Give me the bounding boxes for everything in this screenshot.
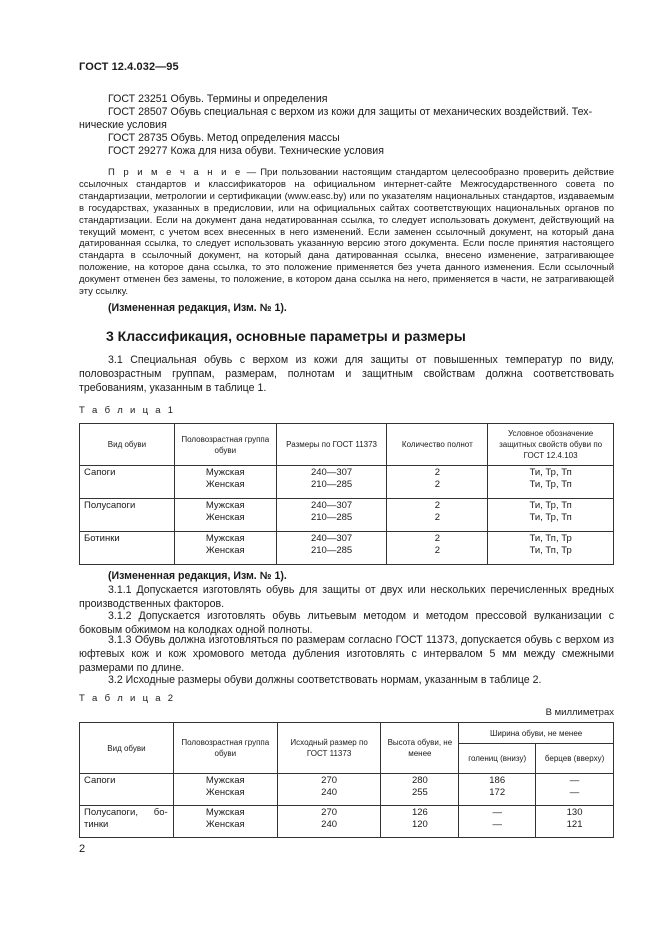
table-cell: 270 240 — [277, 806, 381, 838]
table2-header-cell: голениц (внизу) — [459, 744, 536, 774]
ref-line: нические условия — [79, 119, 167, 131]
table-cell: Мужская Женская — [173, 774, 277, 806]
note-text: — При пользовании настоящим стандартом целесообразно проверить действие ссылочных стандартов и классификаторов на официальном интернет-сайте Межгосударственного совета по стандартизации, метрологии и сертификации (www.easc.by) или по указателям национальных стандартов, издаваемым в государствах, указанных в предисловии, или на официальных сайтах соответствующих национальных органов по стандартизации. Если на документ дана недатированная ссылка, то следует использовать документ, действующий на текущий момент, с учетом всех внесенных в него изменений. Если заменен ссылочный документ, на который дана датированная ссылка, то следует использовать указанную версию этого документа. Если после принятия настоящего стандарта в ссылочный документ, на который дана датированная ссылка, внесено изменение, затрагивающее положение, на которое дана ссылка, то это положение применяется без учета данного изменения. Если ссылочный документ отменен без замены, то положение, в котором дана ссылка на него, применяется в части, не затрагивающей эту ссылку. — [79, 167, 614, 298]
table1-header-cell: Вид обуви — [80, 424, 175, 466]
paragraph-3-1-1: 3.1.1 Допускается изготовлять обувь для защиты от двух или нескольких перечисленных вредных производственных факторов. — [79, 584, 614, 610]
table1-header-cell: Условное обозначение защитных свойств обуви по ГОСТ 12.4.103 — [488, 424, 614, 466]
table-cell: — — — [459, 806, 536, 838]
table2-header-cell: берцев (вверху) — [536, 744, 614, 774]
ref-line: ГОСТ 29277 Кожа для низа обуви. Технические условия — [108, 145, 384, 157]
table-cell: Полусапоги — [80, 499, 175, 532]
table-cell: 240—307 210—285 — [276, 499, 387, 532]
table-row — [80, 532, 614, 565]
table-cell: Ботинки — [80, 532, 175, 565]
table-cell: Сапоги — [80, 774, 174, 806]
table-cell: 240—307 210—285 — [276, 532, 387, 565]
paragraph-3-1: 3.1 Специальная обувь с верхом из кожи для защиты от повышенных температур по виду, половозрастным группам, размерам, полнотам и защитным свойствам должна соответствовать требованиям, указанным в таблице 1. — [79, 354, 614, 394]
table-cell: Сапоги — [80, 466, 175, 499]
table-cell: Ти, Тр, Тп Ти, Тр, Тп — [488, 499, 614, 532]
table-cell: Мужская Женская — [174, 532, 276, 565]
paragraph-3-1-2: 3.1.2 Допускается изготовлять обувь литьевым методом и методом прессовой вулканизации с боковым обжимом на колодках одной полноты. — [79, 610, 614, 636]
table2-header-cell: Исходный размер по ГОСТ 11373 — [277, 723, 381, 774]
table-cell: Мужская Женская — [174, 499, 276, 532]
table-cell: 2 2 — [387, 499, 488, 532]
paragraph-3-2: 3.2 Исходные размеры обуви должны соответствовать нормам, указанным в таблице 2. — [108, 674, 542, 686]
table-cell: Ти, Тп, Тр Ти, Тп, Тр — [488, 532, 614, 565]
table1-caption: Т а б л и ц а 1 — [79, 405, 176, 416]
ref-line: ГОСТ 28507 Обувь специальная с верхом из кожи для защиты от механических воздействий. Тех- — [108, 106, 593, 118]
table-cell: 2 2 — [387, 466, 488, 499]
table-row — [80, 806, 614, 838]
paragraph-3-1-3: 3.1.3 Обувь должна изготовляться по размерам согласно ГОСТ 11373, допускается обувь с верхом из юфтевых кож и кож хромового метода дубления изготовлять с интервалом 5 мм между смежными размерами по длине. — [79, 634, 614, 674]
table-cell: Мужская Женская — [173, 806, 277, 838]
page-number: 2 — [79, 843, 86, 855]
table2-header-cell: Высота обуви, не менее — [381, 723, 459, 774]
table-cell: 270 240 — [277, 774, 381, 806]
table-cell: 186 172 — [459, 774, 536, 806]
table-2 — [79, 722, 614, 838]
ref-line: ГОСТ 23251 Обувь. Термины и определения — [108, 93, 328, 105]
note-block — [79, 167, 614, 298]
amendment-note: (Измененная редакция, Изм. № 1). — [108, 570, 287, 582]
note-label: П р и м е ч а н и е — [108, 167, 243, 178]
normative-references — [79, 93, 614, 158]
table1-header-row — [80, 424, 614, 466]
table-cell: 2 2 — [387, 532, 488, 565]
table2-header-cell: Ширина обуви, не менее — [459, 723, 614, 744]
table2-caption: Т а б л и ц а 2 — [79, 693, 176, 704]
table-cell: — — — [536, 774, 614, 806]
table-cell: 240—307 210—285 — [276, 466, 387, 499]
units-label: В миллиметрах — [545, 707, 614, 718]
table-row — [80, 466, 614, 499]
section-title: 3 Классификация, основные параметры и размеры — [106, 328, 466, 344]
document-header: ГОСТ 12.4.032—95 — [79, 61, 179, 73]
table1-header-cell: Размеры по ГОСТ 11373 — [276, 424, 387, 466]
table-1 — [79, 423, 614, 565]
ref-line: ГОСТ 28735 Обувь. Метод определения массы — [108, 132, 340, 144]
table1-header-cell: Количество полнот — [387, 424, 488, 466]
table-cell: Ти, Тр, Тп Ти, Тр, Тп — [488, 466, 614, 499]
table-cell: 280 255 — [381, 774, 459, 806]
table1-header-cell: Половозрастная группа обуви — [174, 424, 276, 466]
table-cell: Полусапоги, бо- тинки — [80, 806, 174, 838]
table-row — [80, 774, 614, 806]
table-cell: 126 120 — [381, 806, 459, 838]
table-cell: 130 121 — [536, 806, 614, 838]
table-row — [80, 499, 614, 532]
table2-header-cell: Вид обуви — [80, 723, 174, 774]
table-cell: Мужская Женская — [174, 466, 276, 499]
amendment-note: (Измененная редакция, Изм. № 1). — [108, 302, 287, 314]
table2-header-cell: Половозрастная группа обуви — [173, 723, 277, 774]
table2-header-row — [80, 723, 614, 744]
